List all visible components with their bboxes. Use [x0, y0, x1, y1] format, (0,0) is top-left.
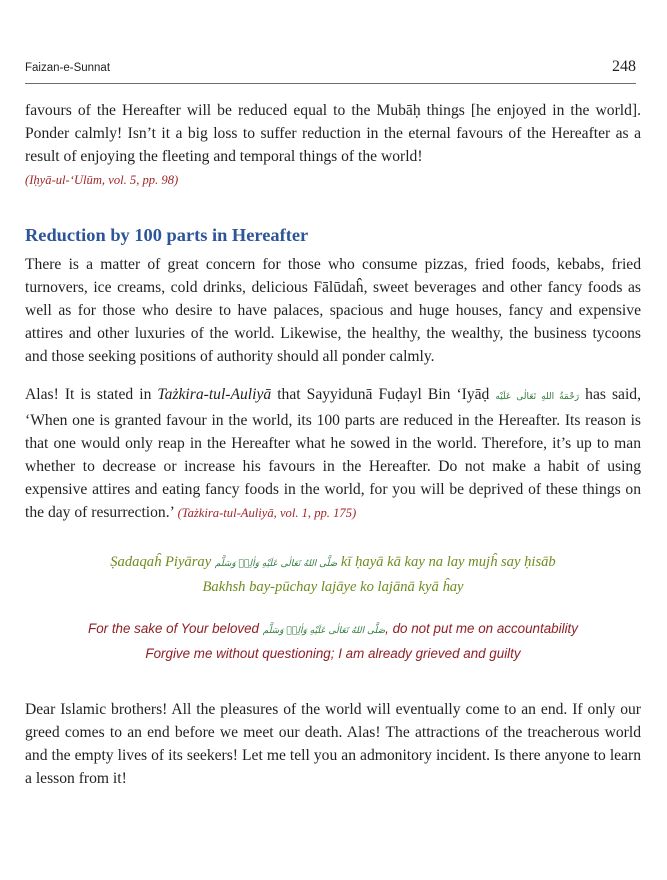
page-header	[25, 58, 636, 80]
section-heading: Reduction by 100 parts in Hereafter	[25, 225, 309, 245]
section-paragraph-1: There is a matter of great concern for those who consume pizzas, fried foods, kebabs, fried turnovers, ice creams, cold drinks, delicious Fālūdaĥ, sweet beverages and other fancy foods as well as for those who desire to have palaces, spacious and huge houses, fancy and expensive attires and other luxuries of the world. Likewise, the healthy, the wealthy, the business tycoons and those seeking positions of authority should all ponder calmly.	[25, 256, 641, 365]
book-title: Faizan-e-Sunnat	[25, 62, 111, 74]
paragraph-2-text-c: has said, ‘When one is granted favour in the world, its 100 parts are reduced in the Hereafter. Its reason is that one would only reap in the Hereafter what he sowed in the world. Therefore, it’s up to man whether to decrease or increase his favours in the Hereafter. Do not make a habit of using expensive attires and eating fancy foods in the world, for you will be deprived of these things on the day of resurrection.’	[25, 386, 641, 521]
section-paragraph-2	[25, 383, 641, 525]
paragraph-2-reference: (Tażkira-tul-Auliyā, vol. 1, pp. 175)	[177, 506, 357, 520]
translation-line-1	[25, 618, 641, 643]
intro-reference: (Iḥyā-ul-‘Ulūm, vol. 5, pp. 98)	[25, 173, 179, 187]
closing-paragraph: Dear Islamic brothers! All the pleasures of the world will eventually come to an end. If only our greed comes to an end before we meet our death. Alas! The attractions of the treacherous world and the empty lives of its seekers! Let me tell you an admonitory incident. Is there anyone to learn a lesson from it!	[25, 701, 641, 787]
page-number: 248	[612, 58, 636, 75]
poem-salutation-arabic: صَلَّى اللهُ تَعَالٰى عَلَيْهِ وَاٰلِهٖ وَسَلَّم	[214, 559, 338, 569]
translation-line-1-end: , do not put me on accountability	[385, 621, 578, 636]
poem-line-1-start: Ṣadaqaĥ Piyāray	[110, 554, 215, 570]
translation-line-1-start: For the sake of Your beloved	[88, 621, 263, 636]
book-title-inline: Tażkira-tul-Auliyā	[157, 386, 272, 403]
translation-line-2: Forgive me without questioning; I am already grieved and guilty	[145, 645, 521, 661]
honorific-arabic: رَحْمَةُ اللهِ تَعَالٰى عَلَيْه	[495, 392, 580, 402]
intro-paragraph	[25, 99, 641, 192]
header-divider	[25, 83, 636, 84]
poem-line-1-end: kī ḥayā kā kay na lay mujĥ say ḥisāb	[337, 554, 556, 570]
intro-text: favours of the Hereafter will be reduced equal to the Mubāḥ things [he enjoyed in the world]. Ponder calmly! Isn’t it a big loss to suffer reduction in the eternal favours of the Hereafter as a result of enjoying the fleeting and temporal things of the world!	[25, 102, 641, 165]
poem-line-2: Bakhsh bay-pūchay lajāye ko lajānā kyā ĥay	[202, 579, 464, 595]
page-body	[25, 99, 641, 790]
translation-salutation-arabic: صَلَّى اللهُ تَعَالٰى عَلَيْهِ وَاٰلِهٖ وَسَلَّم	[262, 626, 386, 636]
translation-block	[25, 618, 641, 664]
poem-block	[25, 551, 641, 599]
paragraph-2-text-b: that Sayyidunā Fuḍayl Bin ‘Iyāḍ	[271, 386, 496, 403]
poem-line-1	[25, 551, 641, 576]
paragraph-2-text-a: Alas! It is stated in	[25, 386, 158, 403]
